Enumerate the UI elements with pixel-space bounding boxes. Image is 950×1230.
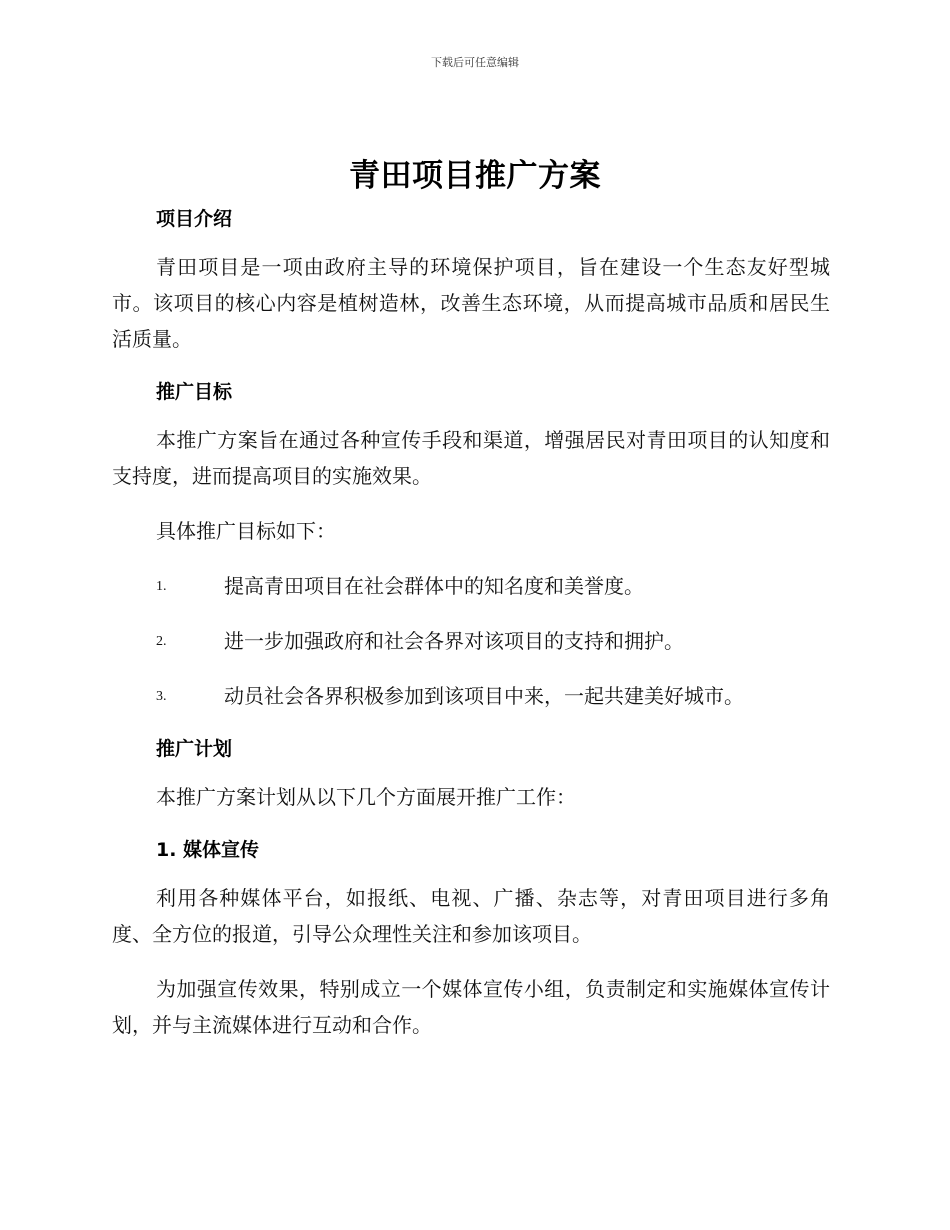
list-item-text: 进一步加强政府和社会各界对该项目的支持和拥护。 bbox=[224, 629, 684, 653]
intro-paragraph: 青田项目是一项由政府主导的环境保护项目，旨在建设一个生态友好型城市。该项目的核心内容是植树造林，改善生态环境，从而提高城市品质和居民生活质量。 bbox=[112, 255, 830, 351]
heading-media-publicity: 1. 媒体宣传 bbox=[156, 839, 260, 861]
list-number: 2. bbox=[156, 634, 167, 649]
page-header: 下载后可任意编辑 bbox=[431, 56, 519, 69]
heading-project-intro: 项目介绍 bbox=[156, 208, 233, 230]
goal-list-item bbox=[112, 678, 830, 714]
document-body bbox=[112, 203, 830, 1043]
heading-promotion-plan: 推广计划 bbox=[156, 738, 233, 760]
media-paragraph-1: 利用各种媒体平台，如报纸、电视、广播、杂志等，对青田项目进行多角度、全方位的报道，引导公众理性关注和参加该项目。 bbox=[112, 886, 830, 946]
goal-list-item bbox=[112, 568, 830, 604]
goal-list-item bbox=[112, 623, 830, 659]
list-item-text: 动员社会各界积极参加到该项目中来，一起共建美好城市。 bbox=[224, 684, 744, 708]
list-item-text: 提高青田项目在社会群体中的知名度和美誉度。 bbox=[224, 574, 644, 598]
media-paragraph-2: 为加强宣传效果，特别成立一个媒体宣传小组，负责制定和实施媒体宣传计划，并与主流媒体进行互动和合作。 bbox=[112, 977, 830, 1037]
document-title: 青田项目推广方案 bbox=[349, 158, 601, 194]
goals-list-intro: 具体推广目标如下： bbox=[156, 519, 336, 543]
heading-promotion-goals: 推广目标 bbox=[156, 381, 233, 403]
list-number: 3. bbox=[156, 689, 167, 704]
list-number: 1. bbox=[156, 579, 167, 594]
goals-paragraph: 本推广方案旨在通过各种宣传手段和渠道，增强居民对青田项目的认知度和支持度，进而提高项目的实施效果。 bbox=[112, 428, 830, 488]
plan-paragraph: 本推广方案计划从以下几个方面展开推广工作： bbox=[156, 785, 576, 809]
